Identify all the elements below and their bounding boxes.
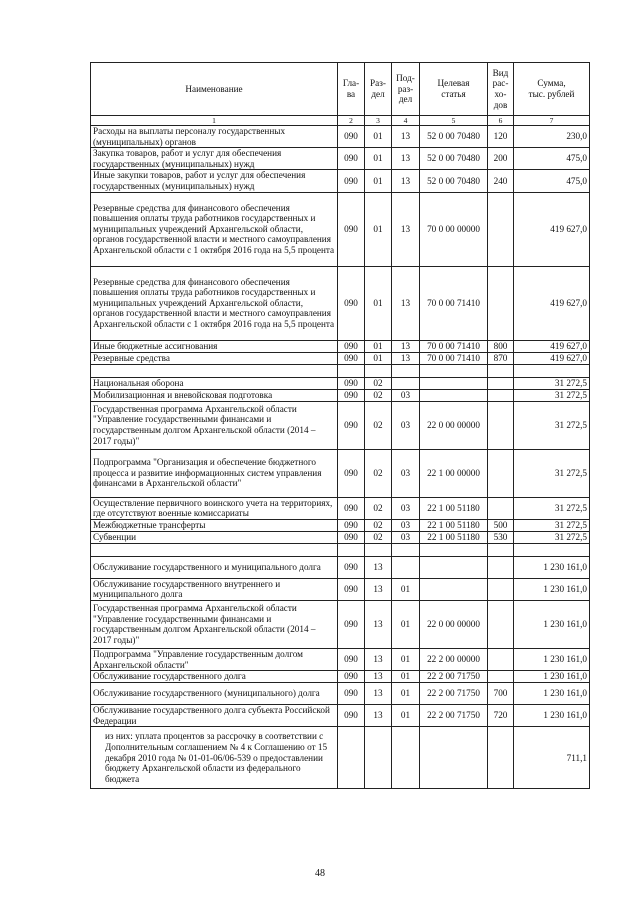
table-row	[91, 671, 590, 683]
empty-cell	[392, 543, 420, 556]
table-row	[91, 531, 590, 543]
row-name: из них: уплата процентов за рассрочку в соответствии с Дополнительным соглашением № 4 к Соглашению от 15 декабря 2010 года № 01-01-06/06-539 о предоставлении бюджету Архангельской области из федерального бюджета	[91, 727, 338, 789]
row-podrazdel: 13	[392, 148, 420, 170]
row-vid	[488, 192, 514, 266]
row-name: Резервные средства для финансового обеспечения повышения оплаты труда работников государственных и муниципальных учреждений Архангельской области, органов государственной власти и местного самоуправления Архангельской области с 1 октября 2016 года на 5,5 процента	[91, 192, 338, 266]
row-statya: 22 1 00 00000	[420, 449, 488, 497]
row-statya: 52 0 00 70480	[420, 126, 488, 148]
row-razdel: 02	[365, 401, 392, 449]
column-number-row	[91, 116, 590, 126]
row-glava: 090	[338, 705, 365, 727]
row-razdel: 13	[365, 683, 392, 705]
row-vid	[488, 578, 514, 600]
table-row	[91, 266, 590, 340]
empty-cell	[420, 364, 488, 377]
row-podrazdel: 01	[392, 705, 420, 727]
row-podrazdel: 13	[392, 340, 420, 352]
row-name: Межбюджетные трансферты	[91, 519, 338, 531]
row-razdel: 01	[365, 148, 392, 170]
row-name: Государственная программа Архангельской области "Управление государственными финансами и государственным долгом Архангельской области (2014 – 2017 годы)"	[91, 600, 338, 648]
table-row	[91, 377, 590, 389]
table-row	[91, 578, 590, 600]
empty-cell	[365, 364, 392, 377]
row-statya: 22 1 00 51180	[420, 531, 488, 543]
row-vid	[488, 377, 514, 389]
row-glava: 090	[338, 449, 365, 497]
row-statya: 22 2 00 71750	[420, 671, 488, 683]
row-summa: 31 272,5	[514, 497, 590, 519]
table-body	[91, 126, 590, 789]
row-razdel: 02	[365, 389, 392, 401]
row-razdel: 02	[365, 531, 392, 543]
row-glava: 090	[338, 192, 365, 266]
row-summa: 230,0	[514, 126, 590, 148]
row-podrazdel: 13	[392, 192, 420, 266]
row-statya: 22 0 00 00000	[420, 600, 488, 648]
row-statya	[420, 556, 488, 578]
row-vid: 500	[488, 519, 514, 531]
row-razdel: 13	[365, 671, 392, 683]
row-name: Иные бюджетные ассигнования	[91, 340, 338, 352]
row-glava: 090	[338, 126, 365, 148]
row-summa: 1 230 161,0	[514, 683, 590, 705]
table-spacer-row	[91, 543, 590, 556]
row-glava: 090	[338, 389, 365, 401]
row-podrazdel: 03	[392, 401, 420, 449]
row-statya: 52 0 00 70480	[420, 170, 488, 192]
empty-cell	[338, 364, 365, 377]
row-podrazdel: 13	[392, 266, 420, 340]
row-podrazdel: 03	[392, 449, 420, 497]
row-razdel: 01	[365, 340, 392, 352]
row-vid	[488, 401, 514, 449]
row-glava: 090	[338, 170, 365, 192]
row-summa: 31 272,5	[514, 377, 590, 389]
row-statya: 70 0 00 00000	[420, 192, 488, 266]
row-razdel: 01	[365, 352, 392, 364]
row-summa: 711,1	[514, 727, 590, 789]
table-row	[91, 519, 590, 531]
row-name: Субвенции	[91, 531, 338, 543]
table-row	[91, 340, 590, 352]
header-summa: Сумма, тыс. рублей	[514, 63, 590, 116]
row-vid	[488, 600, 514, 648]
row-vid: 120	[488, 126, 514, 148]
row-razdel: 13	[365, 648, 392, 670]
column-number: 1	[91, 116, 338, 126]
row-statya: 70 0 00 71410	[420, 352, 488, 364]
column-number: 4	[392, 116, 420, 126]
row-glava: 090	[338, 556, 365, 578]
table-row	[91, 170, 590, 192]
row-vid	[488, 727, 514, 789]
row-name: Обслуживание государственного (муниципального) долга	[91, 683, 338, 705]
row-vid	[488, 449, 514, 497]
column-number: 7	[514, 116, 590, 126]
empty-cell	[392, 364, 420, 377]
row-summa: 31 272,5	[514, 401, 590, 449]
budget-table	[90, 62, 590, 789]
row-name: Обслуживание государственного и муниципального долга	[91, 556, 338, 578]
row-vid: 240	[488, 170, 514, 192]
row-vid: 200	[488, 148, 514, 170]
row-name: Мобилизационная и вневойсковая подготовка	[91, 389, 338, 401]
row-name: Осуществление первичного воинского учета на территориях, где отсутствуют военные комиссариаты	[91, 497, 338, 519]
row-name: Подпрограмма "Управление государственным долгом Архангельской области"	[91, 648, 338, 670]
row-summa: 1 230 161,0	[514, 556, 590, 578]
row-podrazdel: 03	[392, 531, 420, 543]
row-summa: 419 627,0	[514, 266, 590, 340]
empty-cell	[91, 364, 338, 377]
row-vid	[488, 266, 514, 340]
row-razdel: 13	[365, 705, 392, 727]
empty-cell	[514, 543, 590, 556]
row-vid: 720	[488, 705, 514, 727]
row-glava: 090	[338, 377, 365, 389]
row-glava: 090	[338, 340, 365, 352]
row-razdel: 02	[365, 497, 392, 519]
row-summa: 1 230 161,0	[514, 705, 590, 727]
header-vid: Вид рас- хо- дов	[488, 63, 514, 116]
empty-cell	[420, 543, 488, 556]
row-vid: 800	[488, 340, 514, 352]
row-razdel: 02	[365, 519, 392, 531]
row-podrazdel: 13	[392, 170, 420, 192]
row-name: Национальная оборона	[91, 377, 338, 389]
row-summa: 1 230 161,0	[514, 671, 590, 683]
row-vid	[488, 671, 514, 683]
row-statya	[420, 578, 488, 600]
row-razdel: 02	[365, 377, 392, 389]
table-row	[91, 705, 590, 727]
row-podrazdel	[392, 556, 420, 578]
row-glava: 090	[338, 648, 365, 670]
row-summa: 475,0	[514, 148, 590, 170]
row-summa: 31 272,5	[514, 389, 590, 401]
row-glava: 090	[338, 531, 365, 543]
row-glava: 090	[338, 497, 365, 519]
row-podrazdel: 01	[392, 648, 420, 670]
empty-cell	[338, 543, 365, 556]
row-glava: 090	[338, 683, 365, 705]
row-name: Обслуживание государственного долга субъекта Российской Федерации	[91, 705, 338, 727]
header-podrazdel: Под- раз- дел	[392, 63, 420, 116]
row-name: Подпрограмма "Организация и обеспечение бюджетного процесса и развитие информационных систем управления финансами в Архангельской области"	[91, 449, 338, 497]
row-vid	[488, 648, 514, 670]
table-row	[91, 648, 590, 670]
row-podrazdel: 01	[392, 671, 420, 683]
table-row	[91, 148, 590, 170]
row-summa: 1 230 161,0	[514, 600, 590, 648]
row-statya: 22 2 00 71750	[420, 683, 488, 705]
row-podrazdel: 03	[392, 519, 420, 531]
row-podrazdel	[392, 377, 420, 389]
row-vid: 530	[488, 531, 514, 543]
row-podrazdel: 01	[392, 683, 420, 705]
row-summa: 1 230 161,0	[514, 648, 590, 670]
row-vid	[488, 556, 514, 578]
row-name: Обслуживание государственного внутреннего и муниципального долга	[91, 578, 338, 600]
row-name: Расходы на выплаты персоналу государственных (муниципальных) органов	[91, 126, 338, 148]
row-summa: 31 272,5	[514, 519, 590, 531]
row-summa: 475,0	[514, 170, 590, 192]
table-spacer-row	[91, 364, 590, 377]
column-number: 2	[338, 116, 365, 126]
row-summa: 31 272,5	[514, 449, 590, 497]
table-row	[91, 683, 590, 705]
table-row	[91, 192, 590, 266]
row-name: Закупка товаров, работ и услуг для обеспечения государственных (муниципальных) нужд	[91, 148, 338, 170]
row-podrazdel: 13	[392, 126, 420, 148]
row-vid: 700	[488, 683, 514, 705]
empty-cell	[514, 364, 590, 377]
column-number: 5	[420, 116, 488, 126]
row-glava: 090	[338, 578, 365, 600]
page-number: 48	[315, 868, 325, 879]
row-razdel: 01	[365, 170, 392, 192]
column-number: 3	[365, 116, 392, 126]
row-razdel: 01	[365, 266, 392, 340]
row-statya: 22 2 00 71750	[420, 705, 488, 727]
row-glava	[338, 727, 365, 789]
row-name: Государственная программа Архангельской области "Управление государственными финансами и государственным долгом Архангельской области (2014 – 2017 годы)"	[91, 401, 338, 449]
row-podrazdel: 01	[392, 578, 420, 600]
header-statya: Целевая статья	[420, 63, 488, 116]
row-vid: 870	[488, 352, 514, 364]
row-podrazdel: 03	[392, 389, 420, 401]
row-summa: 419 627,0	[514, 352, 590, 364]
row-statya	[420, 389, 488, 401]
row-razdel: 13	[365, 556, 392, 578]
row-statya	[420, 377, 488, 389]
row-statya: 22 0 00 00000	[420, 401, 488, 449]
empty-cell	[488, 364, 514, 377]
row-razdel: 01	[365, 126, 392, 148]
row-razdel: 13	[365, 600, 392, 648]
row-podrazdel: 03	[392, 497, 420, 519]
row-razdel: 01	[365, 192, 392, 266]
row-vid	[488, 389, 514, 401]
row-name: Обслуживание государственного долга	[91, 671, 338, 683]
table-header-row	[91, 63, 590, 116]
row-podrazdel	[392, 727, 420, 789]
table-row	[91, 389, 590, 401]
row-statya: 22 2 00 00000	[420, 648, 488, 670]
table-row	[91, 126, 590, 148]
column-number: 6	[488, 116, 514, 126]
row-summa: 1 230 161,0	[514, 578, 590, 600]
header-razdel: Раз- дел	[365, 63, 392, 116]
row-statya: 52 0 00 70480	[420, 148, 488, 170]
table-row	[91, 600, 590, 648]
row-glava: 090	[338, 352, 365, 364]
row-summa: 419 627,0	[514, 192, 590, 266]
row-razdel: 13	[365, 578, 392, 600]
row-summa: 419 627,0	[514, 340, 590, 352]
table-row	[91, 449, 590, 497]
row-razdel	[365, 727, 392, 789]
row-statya: 70 0 00 71410	[420, 340, 488, 352]
row-podrazdel: 13	[392, 352, 420, 364]
row-vid	[488, 497, 514, 519]
table-row	[91, 401, 590, 449]
row-name: Резервные средства для финансового обеспечения повышения оплаты труда работников государственных и муниципальных учреждений Архангельской области, органов государственной власти и местного самоуправления Архангельской области с 1 октября 2016 года на 5,5 процента	[91, 266, 338, 340]
row-statya: 70 0 00 71410	[420, 266, 488, 340]
row-glava: 090	[338, 671, 365, 683]
row-glava: 090	[338, 401, 365, 449]
row-summa: 31 272,5	[514, 531, 590, 543]
row-name: Резервные средства	[91, 352, 338, 364]
row-statya	[420, 727, 488, 789]
row-glava: 090	[338, 266, 365, 340]
row-statya: 22 1 00 51180	[420, 519, 488, 531]
row-razdel: 02	[365, 449, 392, 497]
row-podrazdel: 01	[392, 600, 420, 648]
table-row	[91, 556, 590, 578]
table-row	[91, 352, 590, 364]
row-glava: 090	[338, 600, 365, 648]
empty-cell	[91, 543, 338, 556]
empty-cell	[488, 543, 514, 556]
empty-cell	[365, 543, 392, 556]
row-statya: 22 1 00 51180	[420, 497, 488, 519]
row-glava: 090	[338, 148, 365, 170]
table-row	[91, 497, 590, 519]
row-glava: 090	[338, 519, 365, 531]
header-glava: Гла- ва	[338, 63, 365, 116]
header-name: Наименование	[91, 63, 338, 116]
row-name: Иные закупки товаров, работ и услуг для обеспечения государственных (муниципальных) нужд	[91, 170, 338, 192]
table-row	[91, 727, 590, 789]
